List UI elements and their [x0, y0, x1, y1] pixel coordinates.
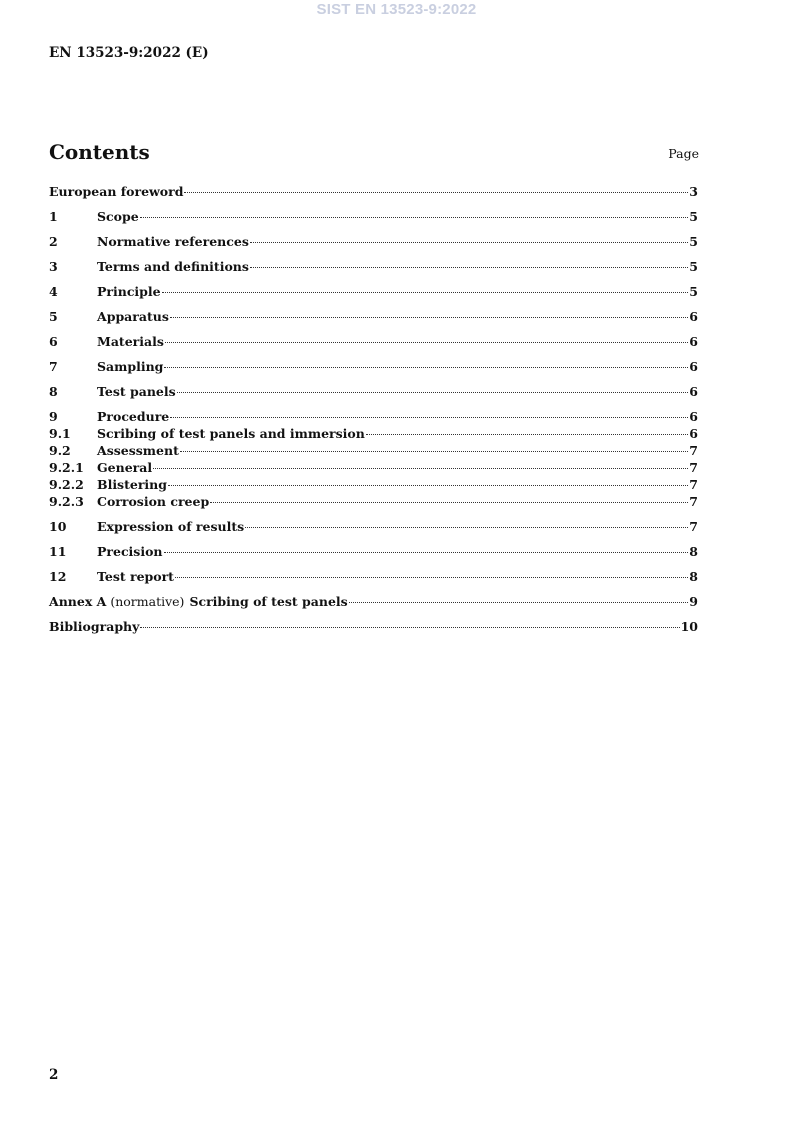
dot-leader	[153, 468, 688, 469]
toc-entry-corrosion-creep[interactable]	[49, 493, 698, 510]
dot-leader	[245, 527, 688, 528]
toc-entry-page: 5	[689, 284, 698, 299]
toc-entry-assessment[interactable]	[49, 442, 698, 459]
annex-type: (normative)	[110, 594, 185, 609]
toc-entry-number: 9	[49, 409, 58, 424]
toc-entry-blistering[interactable]	[49, 476, 698, 493]
dot-leader	[140, 217, 689, 218]
dot-leader	[184, 192, 688, 193]
toc-entry-title: Scope	[97, 209, 139, 224]
toc-entry-page: 6	[689, 359, 698, 374]
toc-entry-annex-a[interactable]	[49, 593, 698, 610]
toc-entry-expression-of-results[interactable]	[49, 518, 698, 535]
toc-entry-page: 7	[689, 477, 698, 492]
toc-entry-title: Terms and definitions	[97, 259, 249, 274]
toc-entry-number: 10	[49, 519, 67, 534]
toc-entry-page: 6	[689, 384, 698, 399]
toc-entry-title: Bibliography	[49, 619, 140, 634]
toc-entry-page: 8	[689, 569, 698, 584]
toc-entry-number: 9.2.1	[49, 460, 84, 475]
toc-entry-number: 9.2	[49, 443, 71, 458]
toc-entry-sampling[interactable]	[49, 358, 698, 375]
toc-entry-title: Principle	[97, 284, 161, 299]
dot-leader	[210, 502, 688, 503]
dot-leader	[250, 267, 688, 268]
toc-entry-number: 1	[49, 209, 58, 224]
page-number: 2	[49, 1067, 59, 1083]
toc-entry-page: 7	[689, 494, 698, 509]
dot-leader	[175, 577, 688, 578]
dot-leader	[349, 602, 689, 603]
toc-entry-number: 9.1	[49, 426, 71, 441]
toc-entry-title: Test panels	[97, 384, 176, 399]
contents-title: Contents	[49, 140, 150, 164]
toc-entry-general[interactable]	[49, 459, 698, 476]
toc-entry-page: 6	[689, 334, 698, 349]
toc-entry-number: 9.2.3	[49, 494, 84, 509]
toc-entry-apparatus[interactable]	[49, 308, 698, 325]
toc-entry-title: Precision	[97, 544, 163, 559]
toc-entry-normative-references[interactable]	[49, 233, 698, 250]
toc-entry-title: Procedure	[97, 409, 170, 424]
toc-entry-title: General	[97, 460, 153, 475]
toc-entry-number: 5	[49, 309, 58, 324]
toc-entry-principle[interactable]	[49, 283, 698, 300]
toc-entry-title: Sampling	[97, 359, 164, 374]
toc-entry-title: Scribing of test panels and immersion	[97, 426, 365, 441]
toc-entry-page: 5	[689, 234, 698, 249]
toc-entry-title: Blistering	[97, 477, 167, 492]
toc-entry-procedure[interactable]	[49, 408, 698, 425]
annex-label: Annex A	[49, 594, 107, 609]
toc-entry-number: 9.2.2	[49, 477, 84, 492]
dot-leader	[164, 367, 688, 368]
dot-leader	[165, 342, 688, 343]
watermark: SIST EN 13523-9:2022	[316, 1, 477, 18]
toc-entry-number: 3	[49, 259, 58, 274]
toc-entry-title: Apparatus	[97, 309, 169, 324]
toc-entry-number: 8	[49, 384, 58, 399]
toc-entry-terms[interactable]	[49, 258, 698, 275]
toc-entry-scribing-immersion[interactable]	[49, 425, 698, 442]
toc-entry-number: 4	[49, 284, 58, 299]
toc-entry-page: 3	[689, 184, 698, 199]
dot-leader	[164, 552, 689, 553]
toc-entry-scope[interactable]	[49, 208, 698, 225]
toc-entry-title: Assessment	[97, 443, 179, 458]
toc-entry-page: 6	[689, 409, 698, 424]
toc-entry-page: 10	[680, 619, 698, 634]
toc-entry-number: 2	[49, 234, 58, 249]
toc-entry-precision[interactable]	[49, 543, 698, 560]
toc-entry-title: Materials	[97, 334, 164, 349]
dot-leader	[140, 627, 679, 628]
dot-leader	[170, 417, 688, 418]
toc-entry-number: 12	[49, 569, 67, 584]
toc-entry-foreword[interactable]	[49, 183, 698, 200]
dot-leader	[177, 392, 689, 393]
dot-leader	[366, 434, 688, 435]
toc-entry-page: 7	[689, 460, 698, 475]
toc-heading	[49, 140, 699, 170]
toc-entry-title: Expression of results	[97, 519, 245, 534]
document-id: EN 13523-9:2022 (E)	[49, 45, 209, 61]
dot-leader	[162, 292, 689, 293]
toc-entry-number: 7	[49, 359, 58, 374]
toc-entry-title: Corrosion creep	[97, 494, 210, 509]
toc-entry-test-report[interactable]	[49, 568, 698, 585]
toc-entry-test-panels[interactable]	[49, 383, 698, 400]
toc-entry-page: 5	[689, 209, 698, 224]
toc-entry-page: 7	[689, 443, 698, 458]
toc-entry-number: 6	[49, 334, 58, 349]
toc-entry-number: 11	[49, 544, 67, 559]
table-of-contents	[49, 183, 698, 635]
toc-entry-page: 7	[689, 519, 698, 534]
toc-entry-page: 8	[689, 544, 698, 559]
dot-leader	[250, 242, 688, 243]
toc-entry-page: 6	[689, 309, 698, 324]
dot-leader	[180, 451, 688, 452]
page-column-label: Page	[668, 146, 699, 161]
dot-leader	[168, 485, 688, 486]
toc-entry-page: 9	[689, 594, 698, 609]
toc-entry-page: 5	[689, 259, 698, 274]
dot-leader	[170, 317, 688, 318]
toc-entry-title: Normative references	[97, 234, 249, 249]
annex-title: Scribing of test panels	[189, 594, 348, 609]
toc-entry-title: Test report	[97, 569, 174, 584]
toc-entry-title: European foreword	[49, 184, 184, 199]
toc-entry-materials[interactable]	[49, 333, 698, 350]
toc-entry-bibliography[interactable]	[49, 618, 698, 635]
toc-entry-page: 6	[689, 426, 698, 441]
